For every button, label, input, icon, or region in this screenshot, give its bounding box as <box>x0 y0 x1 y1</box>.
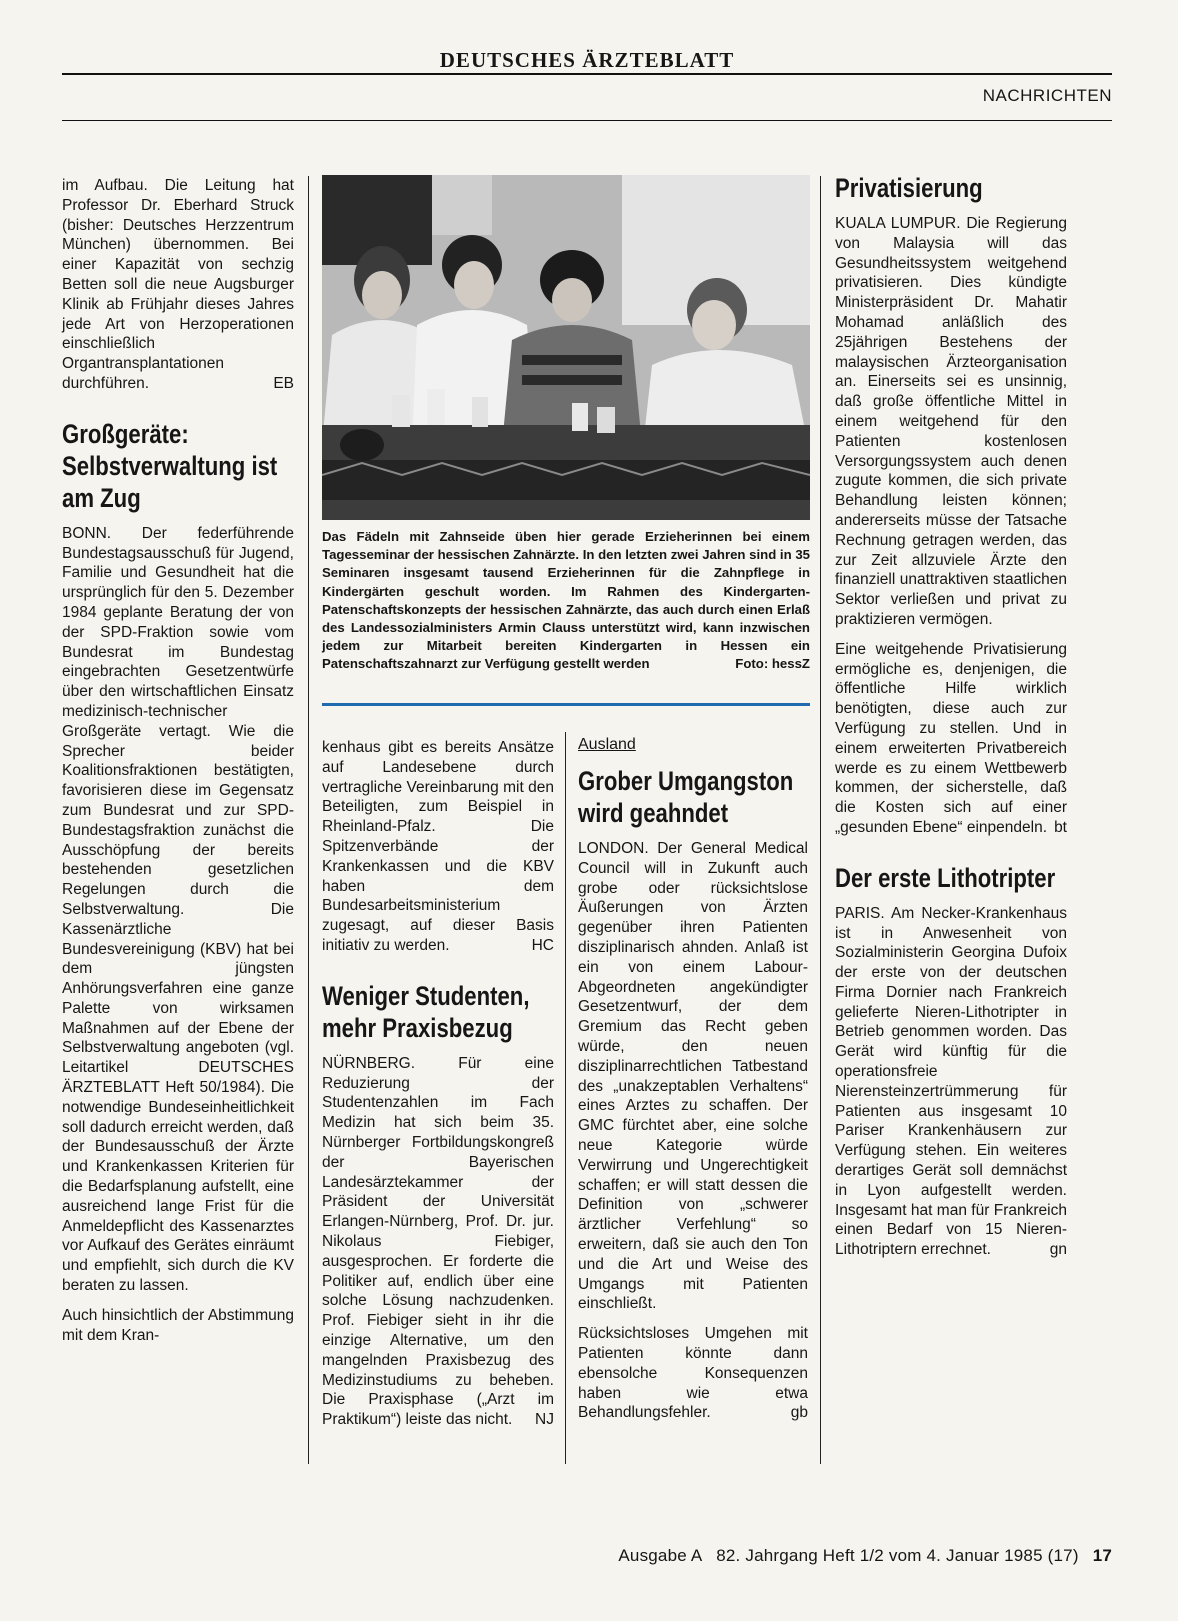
article-paragraph <box>322 1054 554 1430</box>
author-signature: gn <box>1049 1241 1067 1259</box>
photo-illustration <box>322 175 810 520</box>
article-paragraph: KUALA LUMPUR. Die Regierung von Malaysia will das Gesundheitssystem weitgehend privatisieren. Dies kündigte Ministerpräsident Dr. Mahatir Mohamad anläßlich des 25jährigen Bestehens der malaysischen Ärzteorganisation an. Einerseits sei es unsinnig, daß große öffentliche Mittel in einem weitgehend für den Patienten kostenlosen Versorgungssystem auch denen zugute kommen, die sich private Behandlung leisten können; andererseits müsse der Tatsache Rechnung getragen werden, das zur Zeit allzuviele Ärzte den finanziell unattraktiven staatlichen Sektor verließen und privat zu praktizieren vermögen. <box>835 215 1067 628</box>
paragraph-text: im Aufbau. Die Leitung hat Professor Dr. Eberhard Struck (bisher: Deutsches Herzzentrum München) übernommen. Bei einer Kapazität von sechzig Betten soll die neue Augsburger Klinik ab Frühjahr dieses Jahres jede Art von Herzoperationen einschließlich Organtransplantationen durchführen. <box>62 177 294 392</box>
article-paragraph <box>835 904 1067 1260</box>
author-signature: gb <box>790 1404 808 1422</box>
column-2 <box>322 738 554 1430</box>
rubric-ausland: Ausland <box>578 736 636 753</box>
author-signature: bt <box>1054 818 1067 836</box>
article-paragraph: LONDON. Der General Medical Council will in Zukunft auch grobe oder rücksichtslose Äußerungen von Ärzten gegenüber ihren Patienten disziplinarisch ahnden. Anlaß ist ein von einem Labour-Abgeordneten angekündigter Gesetzentwurf, der dem Gremium das Recht geben würde, den neuen disziplinarrechtlichen Tatbestand des „unakzeptablen Verhaltens“ eines Arztes zu schaffen. Der GMC fürchtet aber, eine solche neue Kategorie würde Verwirrung und Ungerechtigkeit schaffen; er will statt dessen die Definition von „schwerer ärztlicher Verfehlung“ so erweitern, daß sie auch den Ton und die Art und Weise des Umgangs mit Patienten einschließt. <box>578 840 808 1313</box>
article-paragraph: BONN. Der federführende Bundestagsausschuß für Jugend, Familie und Gesundheit hat die ursprünglich für den 5. Dezember 1984 geplante Beratung der von der SPD-Fraktion sowie vom Bundesrat im Bundestag eingebrachten Gesetzentwürfe über den wirtschaftlichen Einsatz medizinisch-technischer Großgeräte vertagt. Wie die Sprecher beider Koalitionsfraktionen bestätigten, favorisieren diese im Gegensatz zum Bundesrat und zur SPD-Bundestagsfraktion zunächst die Ausschöpfung der bereits bestehenden gesetzlichen Regelungen durch die Selbstverwaltung. Die Kassenärztliche Bundesvereinigung (KBV) hat bei dem jüngsten Anhörungsverfahren eine ganze Palette von wirksamen Maßnahmen auf der Ebene der Selbstverwaltung angeboten (vgl. Leitartikel DEUTSCHES ÄRZTEBLATT Heft 50/1984). Die notwendige Bundeseinheitlichkeit soll dadurch erreicht werden, daß der Bundesausschuß der Ärzte und Krankenkassen Kriterien für die Bedarfsplanung aufstellt, eine ausreichend lange Frist für die Anmeldepflicht des Kassenarztes vor Aufkauf des Gerätes einräumt und empfiehlt, sich durch die KV beraten zu lassen. <box>62 524 294 1295</box>
author-signature: HC <box>531 936 554 954</box>
section-label: NACHRICHTEN <box>982 86 1112 105</box>
headline-grober-umgangston: Grober Umgangston wird geahndet <box>578 766 794 828</box>
edition-info: Ausgabe A 82. Jahrgang Heft 1/2 vom 4. Januar 1985 (17) <box>618 1546 1079 1565</box>
masthead-rule <box>62 73 1112 75</box>
paragraph-text: Rücksichtsloses Umgehen mit Patienten könnte dann ebensolche Konsequenzen haben wie etwa Behandlungsfehler. <box>578 1325 808 1422</box>
page-number: 17 <box>1092 1546 1112 1565</box>
masthead: DEUTSCHES ÄRZTEBLATT <box>439 48 735 72</box>
article-paragraph: Auch hinsichtlich der Abstimmung mit dem Kran- <box>62 1306 294 1344</box>
photo-credit: Foto: hessZ <box>735 656 810 672</box>
section-rule <box>62 120 1112 121</box>
headline-weniger-studenten: Weniger Studenten, mehr Praxisbezug <box>322 980 530 1043</box>
paragraph-text: kenhaus gibt es bereits Ansätze auf Landesebene durch vertragliche Vereinbarung mit den Beteiligten, zum Beispiel in Rheinland-Pfalz. Die Spitzenverbände der Krankenkassen und die KBV haben dem Bundesarbeitsministerium zugesagt, auf dieser Basis initiativ zu werden. <box>322 739 554 954</box>
headline-grossgeraete: Großgeräte: Selbstverwaltung ist am Zug <box>62 418 278 513</box>
author-signature: EB <box>273 374 294 392</box>
headline-privatisierung: Privatisierung <box>835 173 983 203</box>
article-paragraph <box>835 640 1067 838</box>
article-paragraph <box>578 1324 808 1423</box>
article-paragraph <box>322 738 554 956</box>
column-divider <box>820 176 821 1464</box>
paragraph-text: PARIS. Am Necker-Krankenhaus ist in Anwesenheit von Sozialministerin Georgina Dufoix der erste von der deutschen Firma Dornier nach Frankreich gelieferte Nieren-Lithotripter in Betrieb genommen worden. Das Gerät wird künftig für die operationsfreie Nierensteinzertrümmerung für Patienten aus insgesamt 10 Pariser Krankenhäusern zur Verfügung stehen. Ein weiteres derartiges Gerät soll demnächst in Lyon aufgestellt werden. Insgesamt hat man für Frankreich einen Bedarf von 15 Nieren-Lithotriptern errechnet. <box>835 904 1067 1259</box>
author-signature: NJ <box>535 1411 554 1429</box>
column-4 <box>835 172 1067 1260</box>
photo-dental-floss-seminar <box>322 175 810 520</box>
column-divider <box>308 176 309 1464</box>
paragraph-text: Eine weitgehende Privatisierung ermögliche es, denjenigen, die öffentliche Hilfe wirklich benötigten, diese auch zur Verfügung zu stellen. Und in einem erweiterten Privatbereich werde es zu einem Wettbewerb kommen, der sicherstelle, daß die Kosten sich auf einer „gesunden Ebene“ einpendeln. <box>835 640 1067 836</box>
page-footer <box>618 1546 1112 1566</box>
column-3 <box>578 735 808 1423</box>
photo-caption <box>322 528 810 674</box>
caption-text: Das Fädeln mit Zahnseide üben hier gerade Erzieherinnen bei einem Tagesseminar der hessischen Zahnärzte. In den letzten zwei Jahren sind in 35 Seminaren insgesamt tausend Erzieherinnen für die Zahnpflege in Kindergärten geschult worden. Im Rahmen des Kindergarten-Patenschaftskonzepts der hessischen Zahnärzte, das auch durch einen Erlaß des Landessozialministers Armin Clauss unterstützt wird, kann inzwischen jedem zur Mitarbeit bereiten Kindergarten in Hessen ein Patenschaftszahnarzt zur Verfügung gestellt werden <box>322 529 810 672</box>
column-divider <box>565 732 566 1464</box>
paragraph-text: NÜRNBERG. Für eine Reduzierung der Studentenzahlen im Fach Medizin hat sich beim 35. Nürnberger Fortbildungskongreß der Bayerischen Landesärztekammer der Präsident der Universität Erlangen-Nürnberg, Prof. Dr. jur. Nikolaus Fiebiger, ausgesprochen. Er forderte die Politiker auf, endlich über eine solche Lösung nachzudenken. Prof. Fiebiger sieht in ihr die einzige Alternative, um den mangelnden Praxisbezug des Medizinstudiums zu beheben. Die Praxisphase („Arzt im Praktikum“) leiste das nicht. <box>322 1054 554 1429</box>
article-paragraph <box>62 176 294 394</box>
headline-lithotripter: Der erste Lithotripter <box>835 862 1056 893</box>
column-1 <box>62 176 294 1345</box>
blue-divider <box>322 703 810 706</box>
